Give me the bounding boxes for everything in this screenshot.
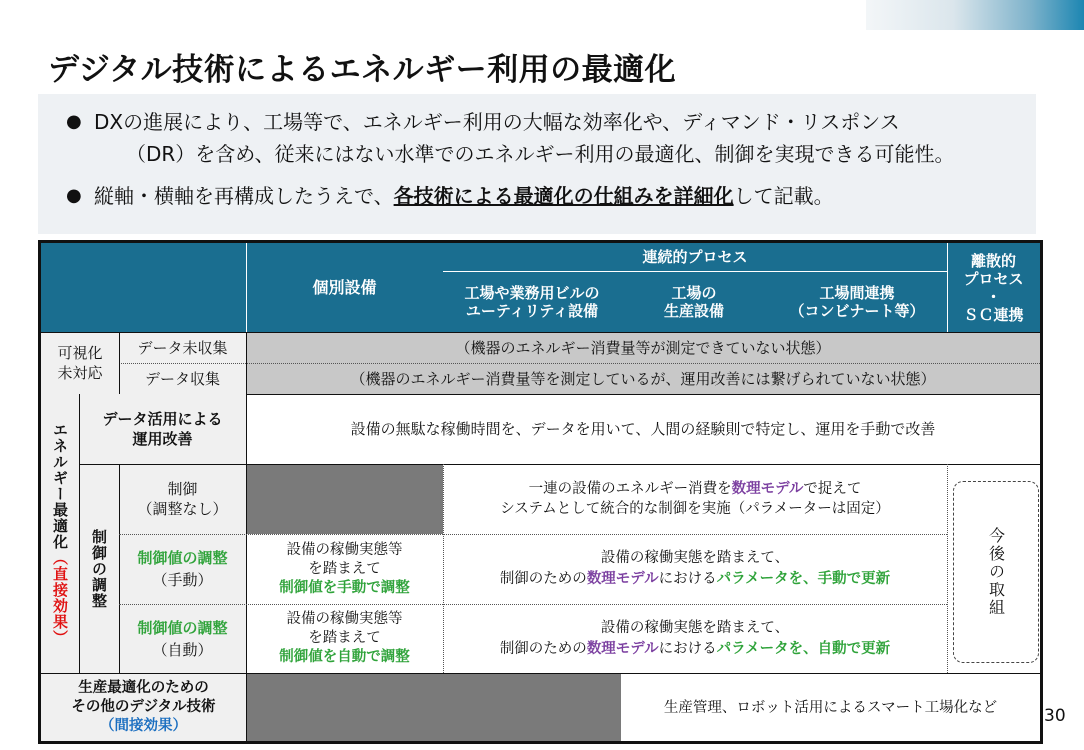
control-adjust-label: 制御の調整 — [79, 464, 119, 673]
header-discrete: 離散的 プロセス ・ ＳＣ連携 — [947, 243, 1040, 332]
energy-optimization-label: エネルギー最適化 （直接効果） — [41, 394, 79, 673]
control-individual-na — [246, 464, 443, 534]
row-auto-adjust: 制御値の調整 （自動） — [119, 604, 246, 673]
bullet-2-emphasis: 各技術による最適化の仕組みを詳細化 — [393, 184, 734, 208]
future-initiatives-box: 今後の取組 — [953, 481, 1039, 663]
header-individual: 個別設備 — [246, 243, 443, 332]
bullet-2-prefix: 縦軸・横軸を再構成したうえで、 — [94, 184, 394, 208]
header-utility: 工場や業務用ビルの ユーティリティ設備 — [443, 271, 621, 332]
bullet-dot-icon: ● — [66, 185, 82, 206]
bullet-1-line-2: （DR）を含め、従来にはない水準でのエネルギー利用の最適化、制御を実現できる可能性。 — [126, 142, 955, 166]
optimization-table — [38, 240, 1043, 744]
row-other-digital: 生産最適化のための その他のデジタル技術 （間接効果） — [41, 674, 246, 741]
brand-gradient-bar — [866, 0, 1084, 30]
header-inter-factory: 工場間連携 （コンビナート等） — [767, 271, 947, 332]
page-number: 30 — [1044, 706, 1066, 726]
row-manual-adjust: 制御値の調整 （手動） — [119, 534, 246, 604]
bullet-item-1 — [66, 106, 955, 170]
manual-desc: 設備の稼働実態を踏まえて、 制御のための数理モデルにおけるパラメータを、手動で更新 — [499, 550, 891, 587]
header-production: 工場の 生産設備 — [621, 271, 767, 332]
bullet-1-line-1: DXの進展により、工場等で、エネルギー利用の大幅な効率化や、ディマンド・リスポンス — [94, 110, 900, 134]
row-data-collected: データ収集 — [119, 363, 246, 394]
data-uncollected-desc: （機器のエネルギー消費量等が測定できていない状態） — [246, 332, 1040, 363]
row-visualization-label: 可視化 未対応 — [41, 332, 119, 394]
data-use-desc: 設備の無駄な稼働時間を、データを用いて、人間の経験則で特定し、運用を手動で改善 — [350, 420, 936, 438]
row-control: 制御 （調整なし） — [119, 464, 246, 534]
bullet-item-2 — [66, 180, 834, 212]
manual-individual: 設備の稼働実態等 を踏まえて 制御値を手動で調整 — [279, 541, 410, 596]
control-desc: 一連の設備のエネルギー消費を数理モデルで捉えて システムとして統合的な制御を実施（パラメーターは固定） — [500, 481, 890, 517]
other-digital-desc: 生産管理、ロボット活用によるスマート工場化など — [663, 699, 998, 716]
row-data-uncollected: データ未収集 — [119, 332, 246, 363]
page-title: デジタル技術によるエネルギー利用の最適化 — [48, 52, 677, 88]
data-collected-desc: （機器のエネルギー消費量等を測定しているが、運用改善には繋げられていない状態） — [246, 363, 1040, 394]
auto-individual: 設備の稼働実態等 を踏まえて 制御値を自動で調整 — [279, 611, 410, 665]
bullet-dot-icon: ● — [66, 111, 82, 132]
row-data-use: データ活用による 運用改善 — [79, 394, 246, 464]
other-digital-na — [246, 674, 621, 741]
header-continuous: 連続的プロセス — [443, 243, 947, 271]
header-corner — [41, 243, 246, 332]
summary-box — [38, 94, 1036, 234]
bullet-2-suffix: して記載。 — [733, 184, 834, 208]
auto-desc: 設備の稼働実態を踏まえて、 制御のための数理モデルにおけるパラメータを、自動で更新 — [499, 619, 891, 657]
